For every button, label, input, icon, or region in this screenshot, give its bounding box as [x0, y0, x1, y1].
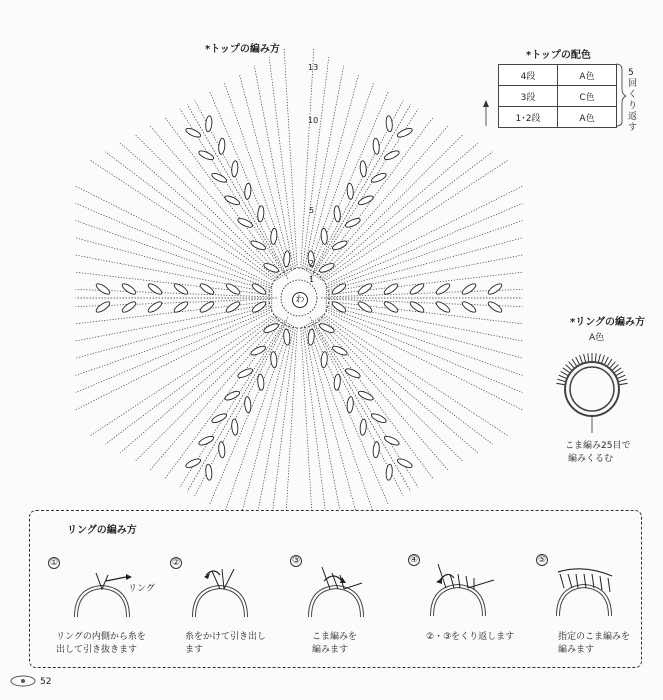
leaf-stitch: [95, 282, 112, 296]
ring-stitch: [580, 355, 583, 363]
leaf-stitch: [244, 183, 251, 199]
stitch-column: [284, 49, 297, 268]
ring-stitch: [595, 353, 596, 361]
page-number: 52: [40, 677, 52, 687]
leaf-stitch: [147, 300, 164, 314]
leaf-stitch: [321, 228, 328, 244]
leaf-stitch: [461, 300, 478, 314]
spine-column: [310, 105, 411, 279]
stitch-column: [310, 92, 389, 274]
leaf-stitch: [225, 282, 242, 296]
step-number: ②: [171, 558, 181, 568]
leaf-stitch: [225, 300, 242, 314]
leaf-stitch: [263, 322, 280, 334]
ring-stitch: [602, 355, 605, 363]
row-number-1: 1: [309, 275, 315, 284]
leaf-stitch: [218, 441, 225, 457]
leaf-stitch: [370, 172, 387, 184]
leaf-stitch: [409, 300, 426, 314]
leaf-stitch: [237, 217, 254, 229]
step-number: ⑤: [537, 555, 547, 565]
leaf-stitch: [360, 161, 367, 177]
step-5: [536, 554, 636, 626]
leaf-stitch: [205, 116, 212, 132]
leaf-stitch: [331, 300, 348, 314]
leaf-stitch: [257, 206, 264, 222]
leaf-stitch: [147, 282, 164, 296]
ring-stitch: [616, 371, 623, 375]
leaf-stitch: [185, 127, 202, 139]
ring-method-title: リングの編み方: [67, 525, 137, 536]
leaf-stitch: [357, 390, 374, 402]
leaf-stitch: [270, 228, 277, 244]
row-number-10: 10: [308, 116, 319, 125]
leaf-stitch: [334, 374, 341, 390]
leaf-stitch: [244, 396, 251, 412]
leaf-stitch: [283, 251, 290, 267]
ring-stitch: [619, 379, 627, 381]
leaf-stitch: [409, 282, 426, 296]
ring-note-1: こま編み25目で: [565, 441, 631, 451]
leaf-stitch: [370, 412, 387, 424]
color-cell: A色: [558, 65, 617, 86]
leaf-stitch: [357, 300, 374, 314]
leaf-stitch: [95, 300, 112, 314]
spine-column: [187, 105, 288, 279]
leaf-stitch: [250, 239, 267, 251]
stitch-column: [301, 328, 314, 510]
ring-stitch: [572, 359, 576, 366]
leaf-stitch: [205, 464, 212, 480]
leaf-stitch: [386, 116, 393, 132]
stitch-column: [306, 325, 358, 510]
stitch-column: [322, 316, 492, 445]
leaf-stitch: [237, 367, 254, 379]
leaf-stitch: [396, 457, 413, 469]
stitch-column: [326, 309, 523, 392]
stitch-column: [317, 126, 448, 277]
stitch-column: [210, 92, 289, 274]
repeat-note: 5回くり返す: [628, 68, 638, 133]
leaf-stitch: [121, 300, 138, 314]
leaf-stitch: [331, 282, 348, 296]
rows-cell: 1･2段: [499, 107, 558, 128]
ring-stitch: [605, 357, 609, 364]
ring-stitch: [576, 357, 580, 364]
ring-stitch: [620, 383, 628, 384]
leaf-stitch: [185, 457, 202, 469]
step-number: ④: [409, 555, 419, 565]
stitch-column: [310, 323, 389, 505]
leaf-stitch: [224, 194, 241, 206]
leaf-stitch: [173, 300, 190, 314]
ring-stitch: [588, 353, 589, 361]
leaf-stitch: [331, 239, 348, 251]
leaf-stitch: [251, 300, 268, 314]
ring-stitch: [613, 365, 619, 370]
leaf-stitch: [347, 183, 354, 199]
step-5-caption-2: 編みます: [558, 645, 595, 655]
step-2: [170, 557, 270, 627]
step-1-caption-2: 出して引き抜きます: [56, 645, 138, 655]
color-cell: A色: [558, 107, 617, 128]
step-5-illustration: [550, 562, 636, 626]
leaf-stitch: [331, 345, 348, 357]
step-2-illustration: [184, 565, 274, 627]
stitch-column: [326, 305, 523, 358]
stitch-column: [210, 323, 289, 505]
leaf-stitch: [283, 329, 290, 345]
leaf-stitch: [250, 345, 267, 357]
ring-stitch: [559, 375, 566, 378]
stitch-column: [150, 319, 281, 470]
stitch-column: [326, 307, 523, 375]
row-number-2: 2: [309, 259, 315, 268]
leaf-stitch: [321, 351, 328, 367]
step-1-label: リング: [128, 584, 155, 594]
leaf-stitch: [263, 262, 280, 274]
leaf-stitch: [396, 127, 413, 139]
rows-cell: 3段: [499, 86, 558, 107]
color-cell: C色: [558, 86, 617, 107]
leaf-stitch: [487, 300, 504, 314]
ring-stitch: [615, 368, 621, 373]
leaf-stitch: [211, 412, 228, 424]
ring-stitch: [557, 379, 565, 381]
leaf-stitch: [211, 172, 228, 184]
stitch-column: [105, 316, 275, 445]
step-3-caption-1: こま編みを: [312, 632, 358, 642]
leaf-stitch: [344, 217, 361, 229]
leaf-stitch: [461, 282, 478, 296]
step-1: [48, 557, 168, 627]
leaf-stitch: [231, 419, 238, 435]
leaf-stitch: [173, 282, 190, 296]
stitch-column: [317, 319, 448, 470]
leaf-stitch: [487, 282, 504, 296]
ring-note-2: 編みくるむ: [568, 454, 614, 464]
step-number: ①: [49, 558, 59, 568]
color-title: *トップの配色: [526, 50, 591, 61]
ring-stitch: [584, 354, 586, 362]
leaf-stitch: [360, 419, 367, 435]
ring-stitch: [561, 371, 568, 375]
stitch-column: [76, 305, 273, 358]
spine-column: [310, 317, 411, 491]
ring-stitch: [556, 383, 564, 384]
leaf-stitch: [198, 149, 215, 161]
leaf-stitch: [257, 374, 264, 390]
step-1-illustration: [66, 567, 166, 627]
page-ornament-icon: [10, 674, 36, 688]
leaf-stitch: [357, 194, 374, 206]
ring-stitch: [610, 362, 615, 368]
stitch-column: [76, 238, 273, 291]
leaf-stitch: [198, 435, 215, 447]
repeat-bracket: [476, 60, 626, 135]
leaf-stitch: [224, 390, 241, 402]
leaf-stitch: [218, 138, 225, 154]
ring-diagram: [548, 345, 638, 435]
leaf-stitch: [383, 435, 400, 447]
step-5-caption-1: 指定のこま編みを: [558, 632, 631, 642]
step-3-caption-2: 編みます: [312, 645, 349, 655]
leaf-stitch: [435, 282, 452, 296]
row-number-13: 13: [308, 63, 319, 72]
leaf-stitch: [344, 367, 361, 379]
stitch-column: [105, 152, 275, 281]
leaf-stitch: [383, 149, 400, 161]
stitch-column: [322, 152, 492, 281]
spine-column: [187, 317, 288, 491]
stitch-column: [326, 221, 523, 289]
stitch-column: [326, 203, 523, 286]
leaf-stitch: [347, 396, 354, 412]
ring-stitch: [566, 365, 572, 370]
leaf-stitch: [373, 441, 380, 457]
rows-cell: 4段: [499, 65, 558, 86]
stitch-column: [76, 307, 273, 375]
top-pattern-title: *トップの編み方: [205, 44, 280, 55]
stitch-column: [239, 325, 291, 510]
leaf-stitch: [318, 322, 335, 334]
step-2-caption-1: 糸をかけて引き出し: [185, 632, 267, 642]
step-3: [290, 555, 390, 627]
leaf-stitch: [121, 282, 138, 296]
leaf-stitch: [251, 282, 268, 296]
ring-stitch: [563, 368, 569, 373]
step-number: ③: [291, 556, 301, 566]
leaf-stitch: [270, 351, 277, 367]
ring-stitch: [618, 375, 625, 378]
leaf-stitch: [386, 464, 393, 480]
stitch-column: [326, 238, 523, 291]
stitch-column: [76, 203, 273, 286]
leaf-stitch: [357, 282, 374, 296]
stitch-column: [301, 49, 314, 268]
magic-ring-label: わ: [292, 292, 308, 308]
step-4-caption-1: ②・③をくり返します: [426, 632, 515, 642]
leaf-stitch: [318, 262, 335, 274]
ring-stitch: [599, 354, 601, 362]
step-1-caption-1: リングの内側から糸を: [56, 632, 146, 642]
stitch-column: [239, 74, 291, 271]
leaf-stitch: [373, 138, 380, 154]
step-4: [408, 554, 518, 626]
leaf-stitch: [435, 300, 452, 314]
stitch-column: [306, 74, 358, 271]
ring-title: *リングの編み方: [570, 317, 646, 328]
stitch-column: [76, 221, 273, 289]
step-4-illustration: [424, 560, 514, 626]
step-2-caption-2: ます: [185, 645, 204, 655]
step-3-illustration: [300, 563, 390, 627]
stitch-column: [76, 309, 273, 392]
leaf-stitch: [334, 206, 341, 222]
row-number-5: 5: [309, 206, 315, 215]
stitch-column: [150, 126, 281, 277]
leaf-stitch: [231, 161, 238, 177]
leaf-stitch: [308, 329, 315, 345]
ring-stitch: [608, 359, 612, 366]
stitch-column: [284, 328, 297, 510]
ring-stitch: [569, 362, 574, 368]
ring-color: A色: [589, 333, 605, 343]
